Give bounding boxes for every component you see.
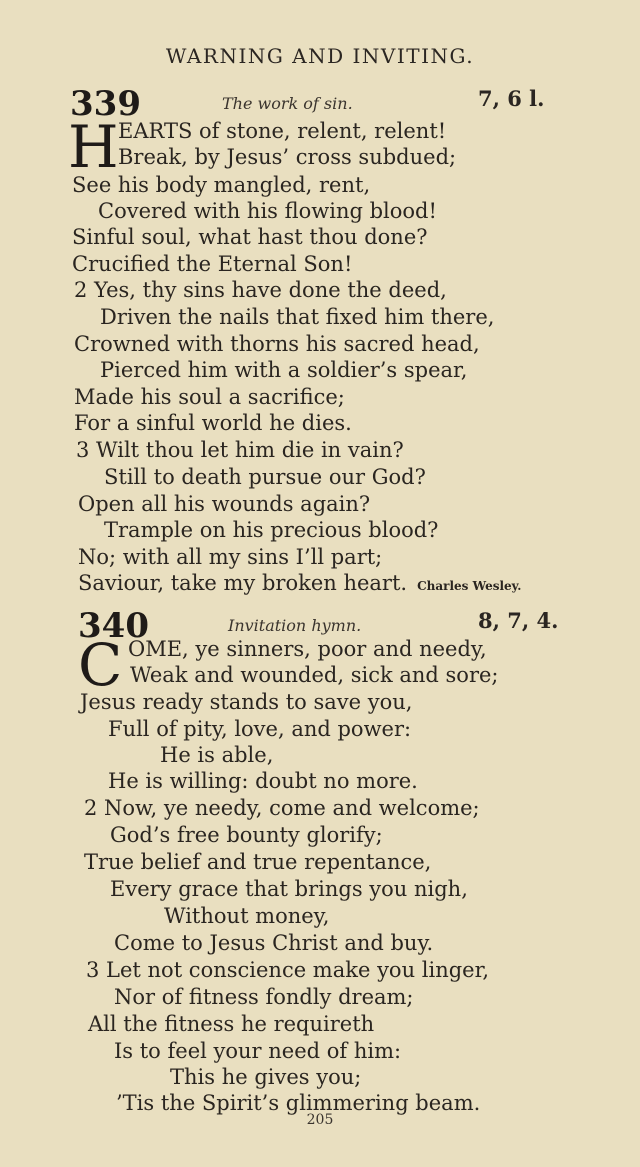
hymn-line: Crucified the Eternal Son! xyxy=(72,252,353,276)
hymn-subtitle: Invitation hymn. xyxy=(228,616,362,635)
hymn-line: Driven the nails that fixed him there, xyxy=(100,305,495,329)
hymn-line: Every grace that brings you nigh, xyxy=(110,877,468,901)
hymn-line: ’Tis the Spirit’s glimmering beam. xyxy=(116,1091,481,1115)
hymn-line: EARTS of stone, relent, relent! xyxy=(118,119,447,143)
hymn-line: Open all his wounds again? xyxy=(78,492,371,516)
hymn-subtitle: The work of sin. xyxy=(222,94,353,113)
hymn-meter: 7, 6 l. xyxy=(478,86,545,111)
hymn-line: 3 Wilt thou let him die in vain? xyxy=(76,438,404,462)
hymn-line xyxy=(78,570,521,599)
page-number: 205 xyxy=(306,1112,334,1128)
hymn-line-text: Saviour, take my broken heart. xyxy=(78,571,408,595)
hymn-line: He is willing: doubt no more. xyxy=(108,769,418,793)
hymn-line: 3 Let not conscience make you linger, xyxy=(86,958,490,982)
hymn-line: He is able, xyxy=(160,743,274,767)
hymn-number: 340 xyxy=(78,606,149,646)
hymn-line: Without money, xyxy=(164,904,330,928)
hymn-line: 2 Yes, thy sins have done the deed, xyxy=(74,278,447,302)
hymn-line: Is to feel your need of him: xyxy=(114,1039,402,1063)
drop-cap: H xyxy=(68,113,119,181)
hymn-line: This he gives you; xyxy=(170,1065,362,1089)
hymn-line: God’s free bounty glorify; xyxy=(110,823,383,847)
hymn-meter: 8, 7, 4. xyxy=(478,608,559,633)
hymn-line: Still to death pursue our God? xyxy=(104,465,426,489)
hymn-line: Trample on his precious blood? xyxy=(104,518,439,542)
hymn-line: All the fitness he requireth xyxy=(88,1012,375,1036)
hymn-line: Pierced him with a soldier’s spear, xyxy=(100,358,468,382)
hymn-line: OME, ye sinners, poor and needy, xyxy=(128,637,487,661)
hymn-author: Charles Wesley. xyxy=(417,579,522,593)
hymn-line: Covered with his flowing blood! xyxy=(98,199,437,223)
drop-cap: C xyxy=(78,631,123,699)
hymn-line: Crowned with thorns his sacred head, xyxy=(74,332,480,356)
hymn-line: Nor of fitness fondly dream; xyxy=(114,985,414,1009)
hymn-line: Break, by Jesus’ cross subdued; xyxy=(118,145,457,169)
hymn-line: Come to Jesus Christ and buy. xyxy=(114,931,434,955)
hymn-line: See his body mangled, rent, xyxy=(72,173,371,197)
hymn-line: Jesus ready stands to save you, xyxy=(80,690,413,714)
hymn-line: Full of pity, love, and power: xyxy=(108,717,412,741)
running-head: WARNING AND INVITING. xyxy=(165,44,475,68)
hymn-line: True belief and true repentance, xyxy=(84,850,432,874)
hymn-line: Sinful soul, what hast thou done? xyxy=(72,225,428,249)
hymn-line: Made his soul a sacrifice; xyxy=(74,385,345,409)
hymn-number: 339 xyxy=(70,84,141,124)
hymn-line: For a sinful world he dies. xyxy=(74,411,352,435)
hymn-line: No; with all my sins I’ll part; xyxy=(78,545,383,569)
hymn-line: 2 Now, ye needy, come and welcome; xyxy=(84,796,480,820)
hymn-line: Weak and wounded, sick and sore; xyxy=(130,663,499,687)
